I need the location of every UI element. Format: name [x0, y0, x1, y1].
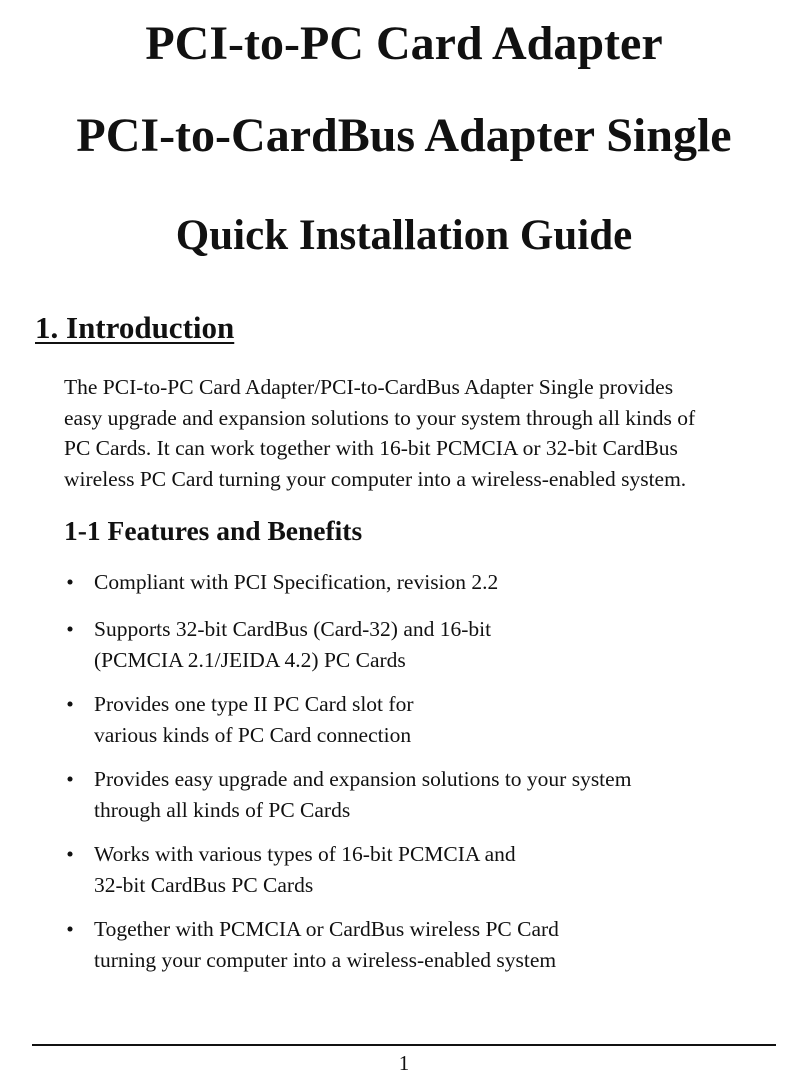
list-item-line: various kinds of PC Card connection	[94, 722, 412, 747]
paragraph-line: The PCI-to-PC Card Adapter/PCI-to-CardBus Adapter Single provides	[64, 375, 674, 399]
list-item-line: through all kinds of PC Cards	[94, 797, 351, 822]
list-item-text	[94, 764, 631, 825]
paragraph-line: easy upgrade and expansion solutions to your system through all kinds of	[64, 405, 696, 430]
list-item-line: Together with PCMCIA or CardBus wireless PC Card	[94, 917, 559, 941]
list-item-line: Works with various types of 16-bit PCMCIA and	[94, 842, 516, 866]
footer-divider	[32, 1044, 776, 1046]
list-item-text	[94, 914, 559, 975]
introduction-paragraph	[64, 372, 784, 494]
document-title: PCI-to-PC Card Adapter	[145, 17, 663, 70]
guide-title: Quick Installation Guide	[175, 212, 633, 259]
document-subtitle: PCI-to-CardBus Adapter Single	[76, 109, 732, 162]
section-heading-introduction: 1. Introduction	[35, 310, 235, 345]
list-item-line: (PCMCIA 2.1/JEIDA 4.2) PC Cards	[94, 647, 406, 672]
paragraph-line: PC Cards. It can work together with 16-bit PCMCIA or 32-bit CardBus	[64, 436, 678, 460]
list-item-line: Provides one type II PC Card slot for	[94, 692, 414, 716]
list-item-line: turning your computer into a wireless-enabled system	[94, 947, 557, 972]
list-item-text	[94, 567, 498, 598]
list-item-line: Provides easy upgrade and expansion solutions to your system	[94, 767, 632, 791]
bullet-icon: •	[66, 570, 74, 594]
list-item-text	[94, 839, 516, 900]
subsection-heading-features: 1-1 Features and Benefits	[64, 515, 363, 546]
bullet-icon: •	[66, 617, 74, 641]
paragraph-line: wireless PC Card turning your computer into a wireless-enabled system.	[64, 466, 687, 491]
page-number: 1	[398, 1051, 410, 1075]
list-item-text	[94, 614, 491, 675]
list-item-line: Supports 32-bit CardBus (Card-32) and 16-bit	[94, 617, 492, 641]
list-item-line: 32-bit CardBus PC Cards	[94, 872, 314, 897]
bullet-icon: •	[66, 917, 74, 941]
list-item-text	[94, 689, 413, 750]
bullet-icon: •	[66, 767, 74, 791]
bullet-icon: •	[66, 842, 74, 866]
list-item-line: Compliant with PCI Specification, revision 2.2	[94, 570, 499, 594]
bullet-icon: •	[66, 692, 74, 716]
